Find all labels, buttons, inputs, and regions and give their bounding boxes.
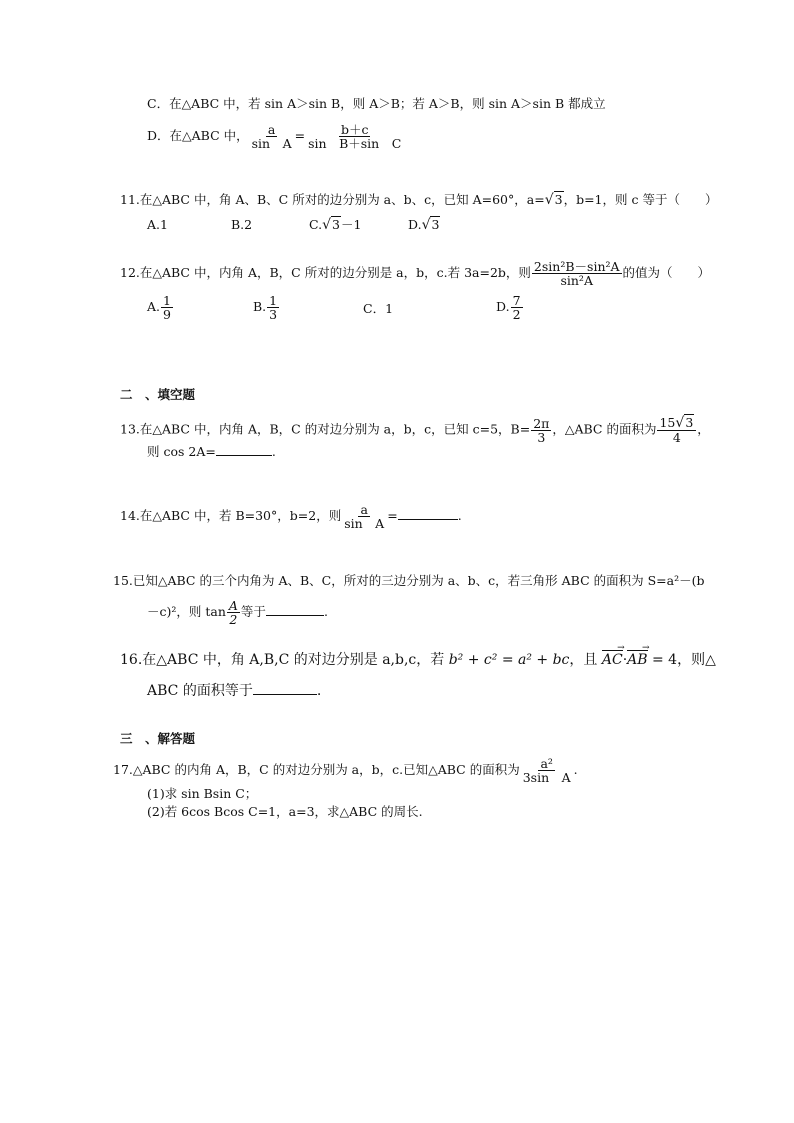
q17-fraction: $\frac{\text{a²}}{\text{3sin A}}$ [522, 756, 571, 785]
q11-option-c: C.√3－1 [309, 217, 362, 233]
q14-stem: 14.在△ABC 中，若 B=30°，b=2，则 $\frac{a}{\text{sin A}}$ = . [120, 502, 462, 531]
q15-fraction: $\frac{A}{2}$ [228, 598, 238, 627]
q12-option-b: B. $\frac{1}{3}$ [253, 293, 278, 322]
q13-fraction-area: $\frac{15√3}{4}$ [657, 416, 696, 444]
q10-option-c: C．在△ABC 中，若 sin A＞sin B，则 A＞B；若 A＞B，则 sin A＞sin B 都成立 [147, 96, 606, 111]
section-solution-heading: 三 、解答题 [120, 731, 196, 746]
sqrt-icon: √3 [322, 217, 340, 233]
q11-option-d: D.√3 [408, 217, 440, 233]
q12-option-c: C．1 [363, 301, 394, 316]
section-fill-in-heading: 二 、填空题 [120, 387, 196, 402]
q10-option-d-prefix: D．在△ABC 中， [147, 128, 249, 143]
q10-option-d-equals: = [294, 128, 306, 143]
q10-option-d-fraction-2: $\frac{b+c}{\text{sin B＋sin C}}$ [308, 122, 402, 151]
q12-stem: 12.在△ABC 中，内角 A，B，C 所对的边分别是 a，b，c.若 3a=2b，则 $\frac{\text{2sin²B－sin²A}}{\text{sin²A}}$ 的值为（ ） [120, 259, 711, 288]
answer-blank[interactable] [253, 694, 317, 695]
q17-sub2: (2)若 6cos Bcos C=1，a=3，求△ABC 的周长. [147, 804, 423, 819]
q12-option-d: D. $\frac{7}{2}$ [496, 293, 521, 322]
q17-sub1: (1)求 sin Bsin C； [147, 786, 258, 801]
q13-line2: 则 cos 2A= . [147, 444, 276, 459]
q15-line1: 15.已知△ABC 的三个内角为 A、B、C，所对的三边分别为 a、b、c，若三角形 ABC 的面积为 S=a²－(b [113, 573, 705, 588]
q13-fraction-b: $\frac{2\pi}{3}$ [533, 415, 550, 445]
q16-stem: 16.在△ABC 中，角 A,B,C 的对边分别是 a,b,c，若 b² + c² = a² + bc，且 → AC·→ AB = 4，则△ [120, 652, 716, 668]
q12-fraction: $\frac{\text{2sin²B－sin²A}}{\text{sin²A}}$ [533, 259, 620, 288]
q11-stem: 11.在△ABC 中，角 A、B、C 所对的边分别为 a、b、c，已知 A=60°，a=√3，b=1，则 c 等于（ ） [120, 192, 718, 208]
q11-option-b: B.2 [231, 217, 253, 232]
q16-equation: b² + c² = a² + bc [448, 652, 570, 668]
q10-option-d [147, 123, 404, 150]
q15-line2: －c)²，则 tan $\frac{A}{2}$ 等于 . [147, 598, 328, 627]
q11-option-a: A.1 [147, 217, 168, 232]
sqrt-icon: √3 [675, 415, 694, 431]
q16-line2: ABC 的面积等于 . [147, 683, 322, 699]
q12-option-a: A. $\frac{1}{9}$ [147, 293, 171, 322]
vector-ab: → AB [627, 650, 647, 668]
q10-option-d-fraction-1: $\frac{a}{\text{sin A}}$ [251, 122, 292, 151]
answer-blank[interactable] [266, 615, 324, 616]
q17-stem: 17.△ABC 的内角 A，B，C 的对边分别为 a，b，c.已知△ABC 的面积为 $\frac{\text{a²}}{\text{3sin A}}$ . [113, 756, 578, 785]
sqrt-icon: √3 [544, 192, 563, 208]
answer-blank[interactable] [398, 519, 458, 520]
q13-stem: 13.在△ABC 中，内角 A，B，C 的对边分别为 a，b，c，已知 c=5，B= $\frac{2\pi}{3}$ ，△ABC 的面积为 $\frac{15√3}{4}$ ， [120, 415, 710, 445]
vector-ac: → AC [602, 650, 623, 668]
answer-blank[interactable] [216, 455, 272, 456]
sqrt-icon: √3 [421, 217, 440, 233]
q14-fraction: $\frac{a}{\text{sin A}}$ [344, 502, 385, 531]
